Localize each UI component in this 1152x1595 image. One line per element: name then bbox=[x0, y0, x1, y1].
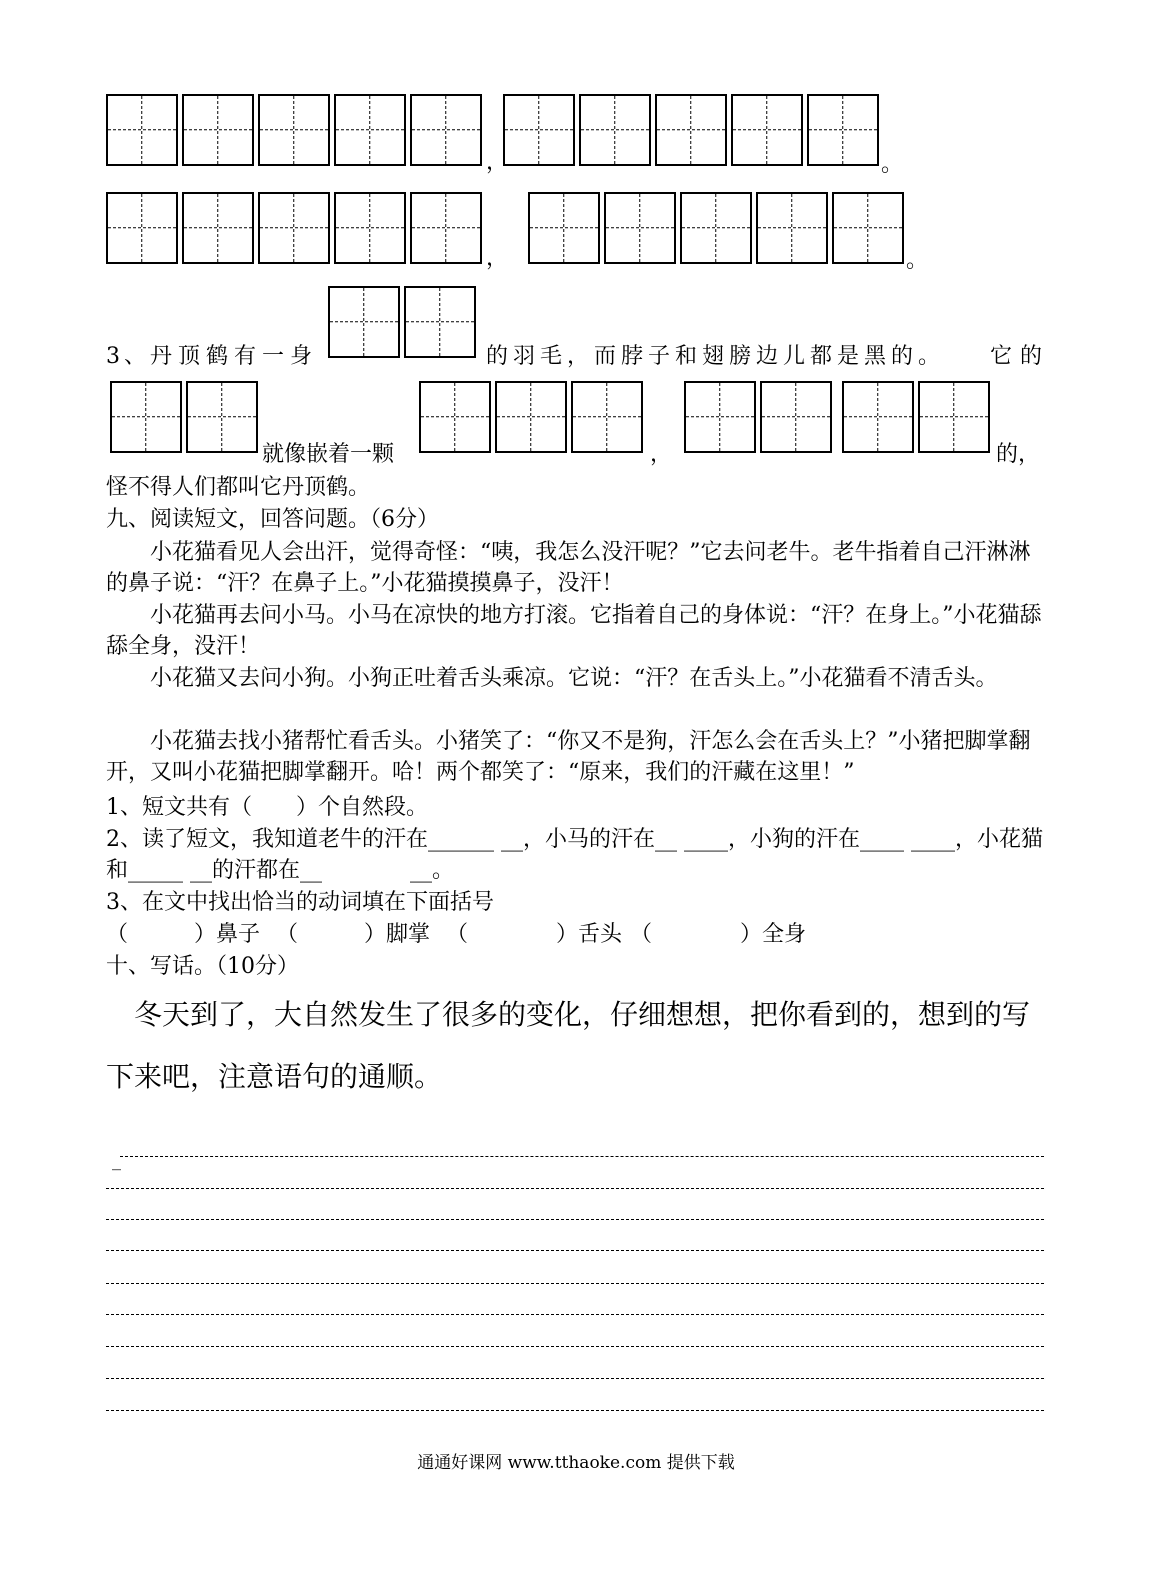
passage-paragraph-4: 小花猫去找小猪帮忙看舌头。小猪笑了：“你又不是狗，汗怎么会在舌头上？”小猪把脚掌翻开，又叫小花猫把脚掌翻开。哈！两个都笑了：“原来，我们的汗藏在这里！” bbox=[106, 729, 1031, 785]
section9-heading: 九、阅读短文，回答问题。（6分） bbox=[106, 507, 439, 532]
q3-text-7: 怪不得人们都叫它丹顶鹤。 bbox=[106, 475, 371, 500]
writing-cell[interactable] bbox=[106, 192, 178, 264]
writing-cell[interactable] bbox=[404, 286, 476, 358]
writing-cell[interactable] bbox=[334, 192, 406, 264]
writing-cell[interactable] bbox=[756, 192, 828, 264]
writing-cell[interactable] bbox=[410, 94, 482, 166]
writing-line[interactable] bbox=[106, 1250, 1044, 1251]
writing-cell[interactable] bbox=[528, 192, 600, 264]
first-line-mark: _ bbox=[112, 1150, 121, 1171]
writing-cell[interactable] bbox=[186, 381, 258, 453]
period: 。 bbox=[906, 248, 929, 273]
verb-blank-nose[interactable]: （ ）鼻子 bbox=[106, 922, 261, 947]
grid-row2-group1 bbox=[106, 192, 486, 264]
writing-cell[interactable] bbox=[842, 381, 914, 453]
writing-line[interactable] bbox=[106, 1219, 1044, 1220]
writing-cell[interactable] bbox=[110, 381, 182, 453]
writing-cell[interactable] bbox=[604, 192, 676, 264]
verb-blank-body[interactable]: （ ）全身 bbox=[630, 922, 807, 947]
writing-cell[interactable] bbox=[684, 381, 756, 453]
question-1: 1、短文共有（ ）个自然段。 bbox=[106, 795, 428, 820]
writing-cell[interactable] bbox=[419, 381, 491, 453]
writing-cell[interactable] bbox=[334, 94, 406, 166]
q3-number: 3、 bbox=[106, 344, 150, 369]
q3-grid-a bbox=[110, 381, 262, 453]
q3-text-3: 它的 bbox=[990, 344, 1051, 369]
q3-grid-color bbox=[328, 286, 480, 358]
verb-blank-tongue[interactable]: （ ）舌头 bbox=[446, 922, 623, 947]
writing-cell[interactable] bbox=[258, 94, 330, 166]
writing-cell[interactable] bbox=[182, 192, 254, 264]
passage-paragraph-2: 小花猫再去问小马。小马在凉快的地方打滚。它指着自己的身体说：“汗？在身上。”小花猫舔舔全身，没汗！ bbox=[106, 603, 1042, 659]
writing-cell[interactable] bbox=[258, 192, 330, 264]
writing-line[interactable] bbox=[106, 1378, 1044, 1379]
q3-grid-b bbox=[419, 381, 647, 453]
q3-text-2: 的羽毛，而脖子和翅膀边儿都是黑的。 bbox=[486, 344, 946, 369]
grid-row2-group2 bbox=[528, 192, 908, 264]
section10-heading: 十、写话。（10分） bbox=[106, 954, 299, 979]
q3-text-1: 丹顶鹤有一身 bbox=[150, 344, 319, 369]
writing-cell[interactable] bbox=[571, 381, 643, 453]
writing-cell[interactable] bbox=[182, 94, 254, 166]
writing-line[interactable] bbox=[106, 1283, 1044, 1284]
writing-cell[interactable] bbox=[832, 192, 904, 264]
writing-cell[interactable] bbox=[579, 94, 651, 166]
page-footer: 通通好课网 www.tthaoke.com 提供下载 bbox=[417, 1453, 735, 1473]
q3-text-5: ， bbox=[650, 442, 673, 467]
question-3: 3、在文中找出恰当的动词填在下面括号 bbox=[106, 890, 494, 915]
writing-cell[interactable] bbox=[503, 94, 575, 166]
writing-cell[interactable] bbox=[680, 192, 752, 264]
writing-line[interactable] bbox=[120, 1156, 1044, 1157]
passage-paragraph-3: 小花猫又去问小狗。小狗正吐着舌头乘凉。它说：“汗？在舌头上。”小花猫看不清舌头。 bbox=[150, 666, 998, 691]
writing-cell[interactable] bbox=[410, 192, 482, 264]
writing-cell[interactable] bbox=[106, 94, 178, 166]
question-2: 2、读了短文，我知道老牛的汗在______ __，小马的汗在__ ____，小狗的汗在____ ____，小花猫和_____ __的汗都在__ __。 bbox=[106, 827, 1043, 883]
writing-cell[interactable] bbox=[731, 94, 803, 166]
grid-row1-group1 bbox=[106, 94, 486, 166]
writing-cell[interactable] bbox=[918, 381, 990, 453]
q3-grid-c bbox=[684, 381, 836, 453]
passage-paragraph-1: 小花猫看见人会出汗，觉得奇怪：“咦，我怎么没汗呢？”它去问老牛。老牛指着自己汗淋淋的鼻子说：“汗？在鼻子上。”小花猫摸摸鼻子，没汗！ bbox=[106, 540, 1031, 596]
writing-line[interactable] bbox=[106, 1410, 1044, 1411]
verb-blank-paw[interactable]: （ ）脚掌 bbox=[276, 922, 431, 947]
period: 。 bbox=[881, 152, 904, 177]
q3-grid-d bbox=[842, 381, 994, 453]
writing-cell[interactable] bbox=[807, 94, 879, 166]
writing-cell[interactable] bbox=[328, 286, 400, 358]
q3-text-6: 的， bbox=[996, 442, 1041, 467]
writing-prompt: 冬天到了，大自然发生了很多的变化，仔细想想，把你看到的，想到的写下来吧，注意语句的通顺。 bbox=[106, 998, 1031, 1093]
writing-cell[interactable] bbox=[495, 381, 567, 453]
writing-cell[interactable] bbox=[760, 381, 832, 453]
writing-cell[interactable] bbox=[655, 94, 727, 166]
q3-text-4: 就像嵌着一颗 bbox=[262, 442, 395, 467]
writing-line[interactable] bbox=[106, 1188, 1044, 1189]
writing-line[interactable] bbox=[106, 1314, 1044, 1315]
comma: ， bbox=[486, 246, 509, 271]
comma: ， bbox=[486, 150, 509, 175]
writing-line[interactable] bbox=[106, 1346, 1044, 1347]
grid-row1-group2 bbox=[503, 94, 883, 166]
